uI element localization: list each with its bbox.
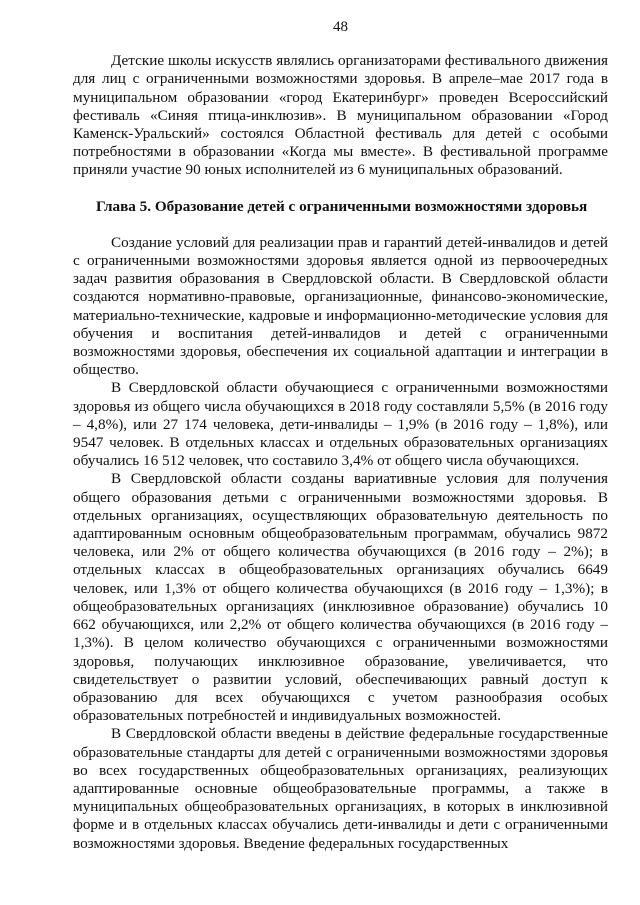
paragraph-statistics: В Свердловской области обучающиеся с ограниченными возможностями здоровья из общего числа обучающихся в 2018 году составляли 5,5% (в 2016 году – 4,8%), или 27 174 человека, дети-инвалиды – 1,9% (в 2016 году – 1,8%), или 9547 человек. В отдельных классах и отдельных образовательных организациях обучались 16 512 человек, что составило 3,4% от общего числа обучающихся.: [73, 379, 608, 470]
chapter-heading: Глава 5. Образование детей с ограниченными возможностями здоровья: [96, 197, 588, 215]
paragraph-festivals: Детские школы искусств являлись организаторами фестивального движения для лиц с ограниченными возможностями здоровья. В апреле–мае 2017 года в муниципальном образовании «город Екатеринбург» проведен Всероссийский фестиваль «Синяя птица-инклюзив». В муниципальном образовании «Город Каменск-Уральский» состоялся Областной фестиваль для детей с особыми потребностями в образовании «Когда мы вместе». В фестивальной программе приняли участие 90 юных исполнителей из 6 муниципальных образований.: [73, 52, 608, 179]
paragraph-variative-conditions: В Свердловской области созданы вариативные условия для получения общего образования детьми с ограниченными возможностями здоровья. В отдельных организациях, осуществляющих образовательную деятельность по адаптированным основным общеобразовательным программам, обучались 9872 человека, или 2% от общего количества обучающихся (в 2016 году – 2%); в отдельных классах в общеобразовательных организациях обучались 6649 человек, или 1,3% от общего количества обучающихся (в 2016 году – 1,3%); в общеобразовательных организациях (инклюзивное образование) обучались 10 662 обучающихся, или 2,2% от общего количества обучающихся (в 2016 году – 1,3%). В целом количество обучающихся с ограниченными возможностями здоровья, получающих инклюзивное образование, увеличивается, что свидетельствует о развитии условий, обеспечивающих равный доступ к образованию для всех обучающихся с учетом разнообразия особых образовательных потребностей и индивидуальных возможностей.: [73, 470, 608, 725]
paragraph-conditions: Создание условий для реализации прав и гарантий детей-инвалидов и детей с ограниченными возможностями здоровья является одной из первоочередных задач развития образования в Свердловской области. В Свердловской области создаются нормативно-правовые, организационные, финансово-экономические, материально-технические, кадровые и информационно-методические условия для обучения и воспитания детей-инвалидов и детей с ограниченными возможностями здоровья, обеспечения их социальной адаптации и интеграции в общество.: [73, 233, 608, 379]
page-number: 48: [333, 19, 348, 35]
paragraph-standards: В Свердловской области введены в действие федеральные государственные образовательные стандарты для детей с ограниченными возможностями здоровья во всех государственных общеобразовательных организациях, реализующих адаптированные основные общеобразовательные программы, а также в муниципальных общеобразовательных организациях, в которых в инклюзивной форме и в отдельных классах обучались дети-инвалиды и дети с ограниченными возможностями здоровья. Введение федеральных государственных: [73, 725, 608, 852]
document-page: [73, 14, 608, 853]
